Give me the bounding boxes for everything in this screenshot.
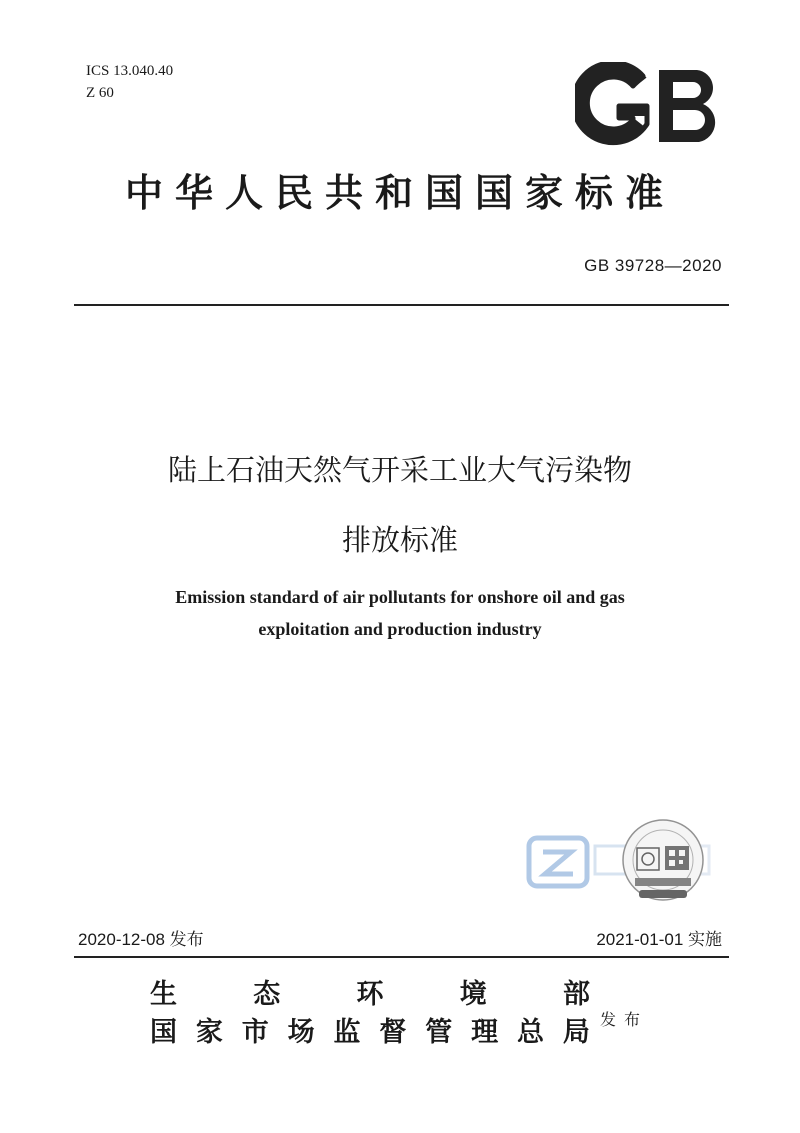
issuer-char: 监 [333, 1017, 361, 1048]
issuer-char: 国 [150, 1017, 177, 1048]
watermark-stamp [525, 818, 730, 910]
ics-code: ICS 13.040.40 [86, 63, 174, 79]
issuer-char: 家 [195, 1017, 223, 1048]
issuer-char: 市 [241, 1017, 269, 1048]
issuer-char: 督 [379, 1017, 407, 1048]
title-en-line1: Emission standard of air pollutants for onshore oil and gas [175, 587, 625, 607]
title-zh-line1: 陆上石油天然气开采工业大气污染物 [167, 453, 632, 487]
issuer-char: 局 [562, 1017, 590, 1048]
implementation-date: 2021-01-01 实施 [596, 930, 722, 949]
bottom-divider [74, 956, 729, 958]
issuer-char: 理 [471, 1017, 499, 1048]
gb-logo [575, 62, 725, 150]
issuer-char: 总 [517, 1017, 544, 1048]
issuer-char: 生 [150, 979, 177, 1010]
standard-number: GB 39728—2020 [584, 256, 722, 275]
title-zh-line2: 排放标准 [341, 523, 458, 557]
top-divider [74, 304, 729, 306]
issuer-char: 管 [425, 1017, 453, 1048]
national-standard-title: 中华人民共和国国家标准 [124, 170, 675, 215]
issuer-char: 环 [356, 979, 384, 1010]
title-en-line2: exploitation and production industry [258, 619, 542, 639]
issuer-administration [150, 1016, 590, 1050]
publish-label: 发布 [600, 1010, 649, 1029]
ccs-code: Z 60 [86, 85, 114, 101]
issuer-char: 部 [563, 979, 590, 1010]
issuer-char: 态 [253, 979, 281, 1010]
issuer-ministry [150, 978, 590, 1012]
issuer-char: 境 [459, 979, 487, 1010]
issuer-char: 场 [287, 1017, 315, 1048]
issue-date: 2020-12-08 发布 [78, 930, 204, 949]
